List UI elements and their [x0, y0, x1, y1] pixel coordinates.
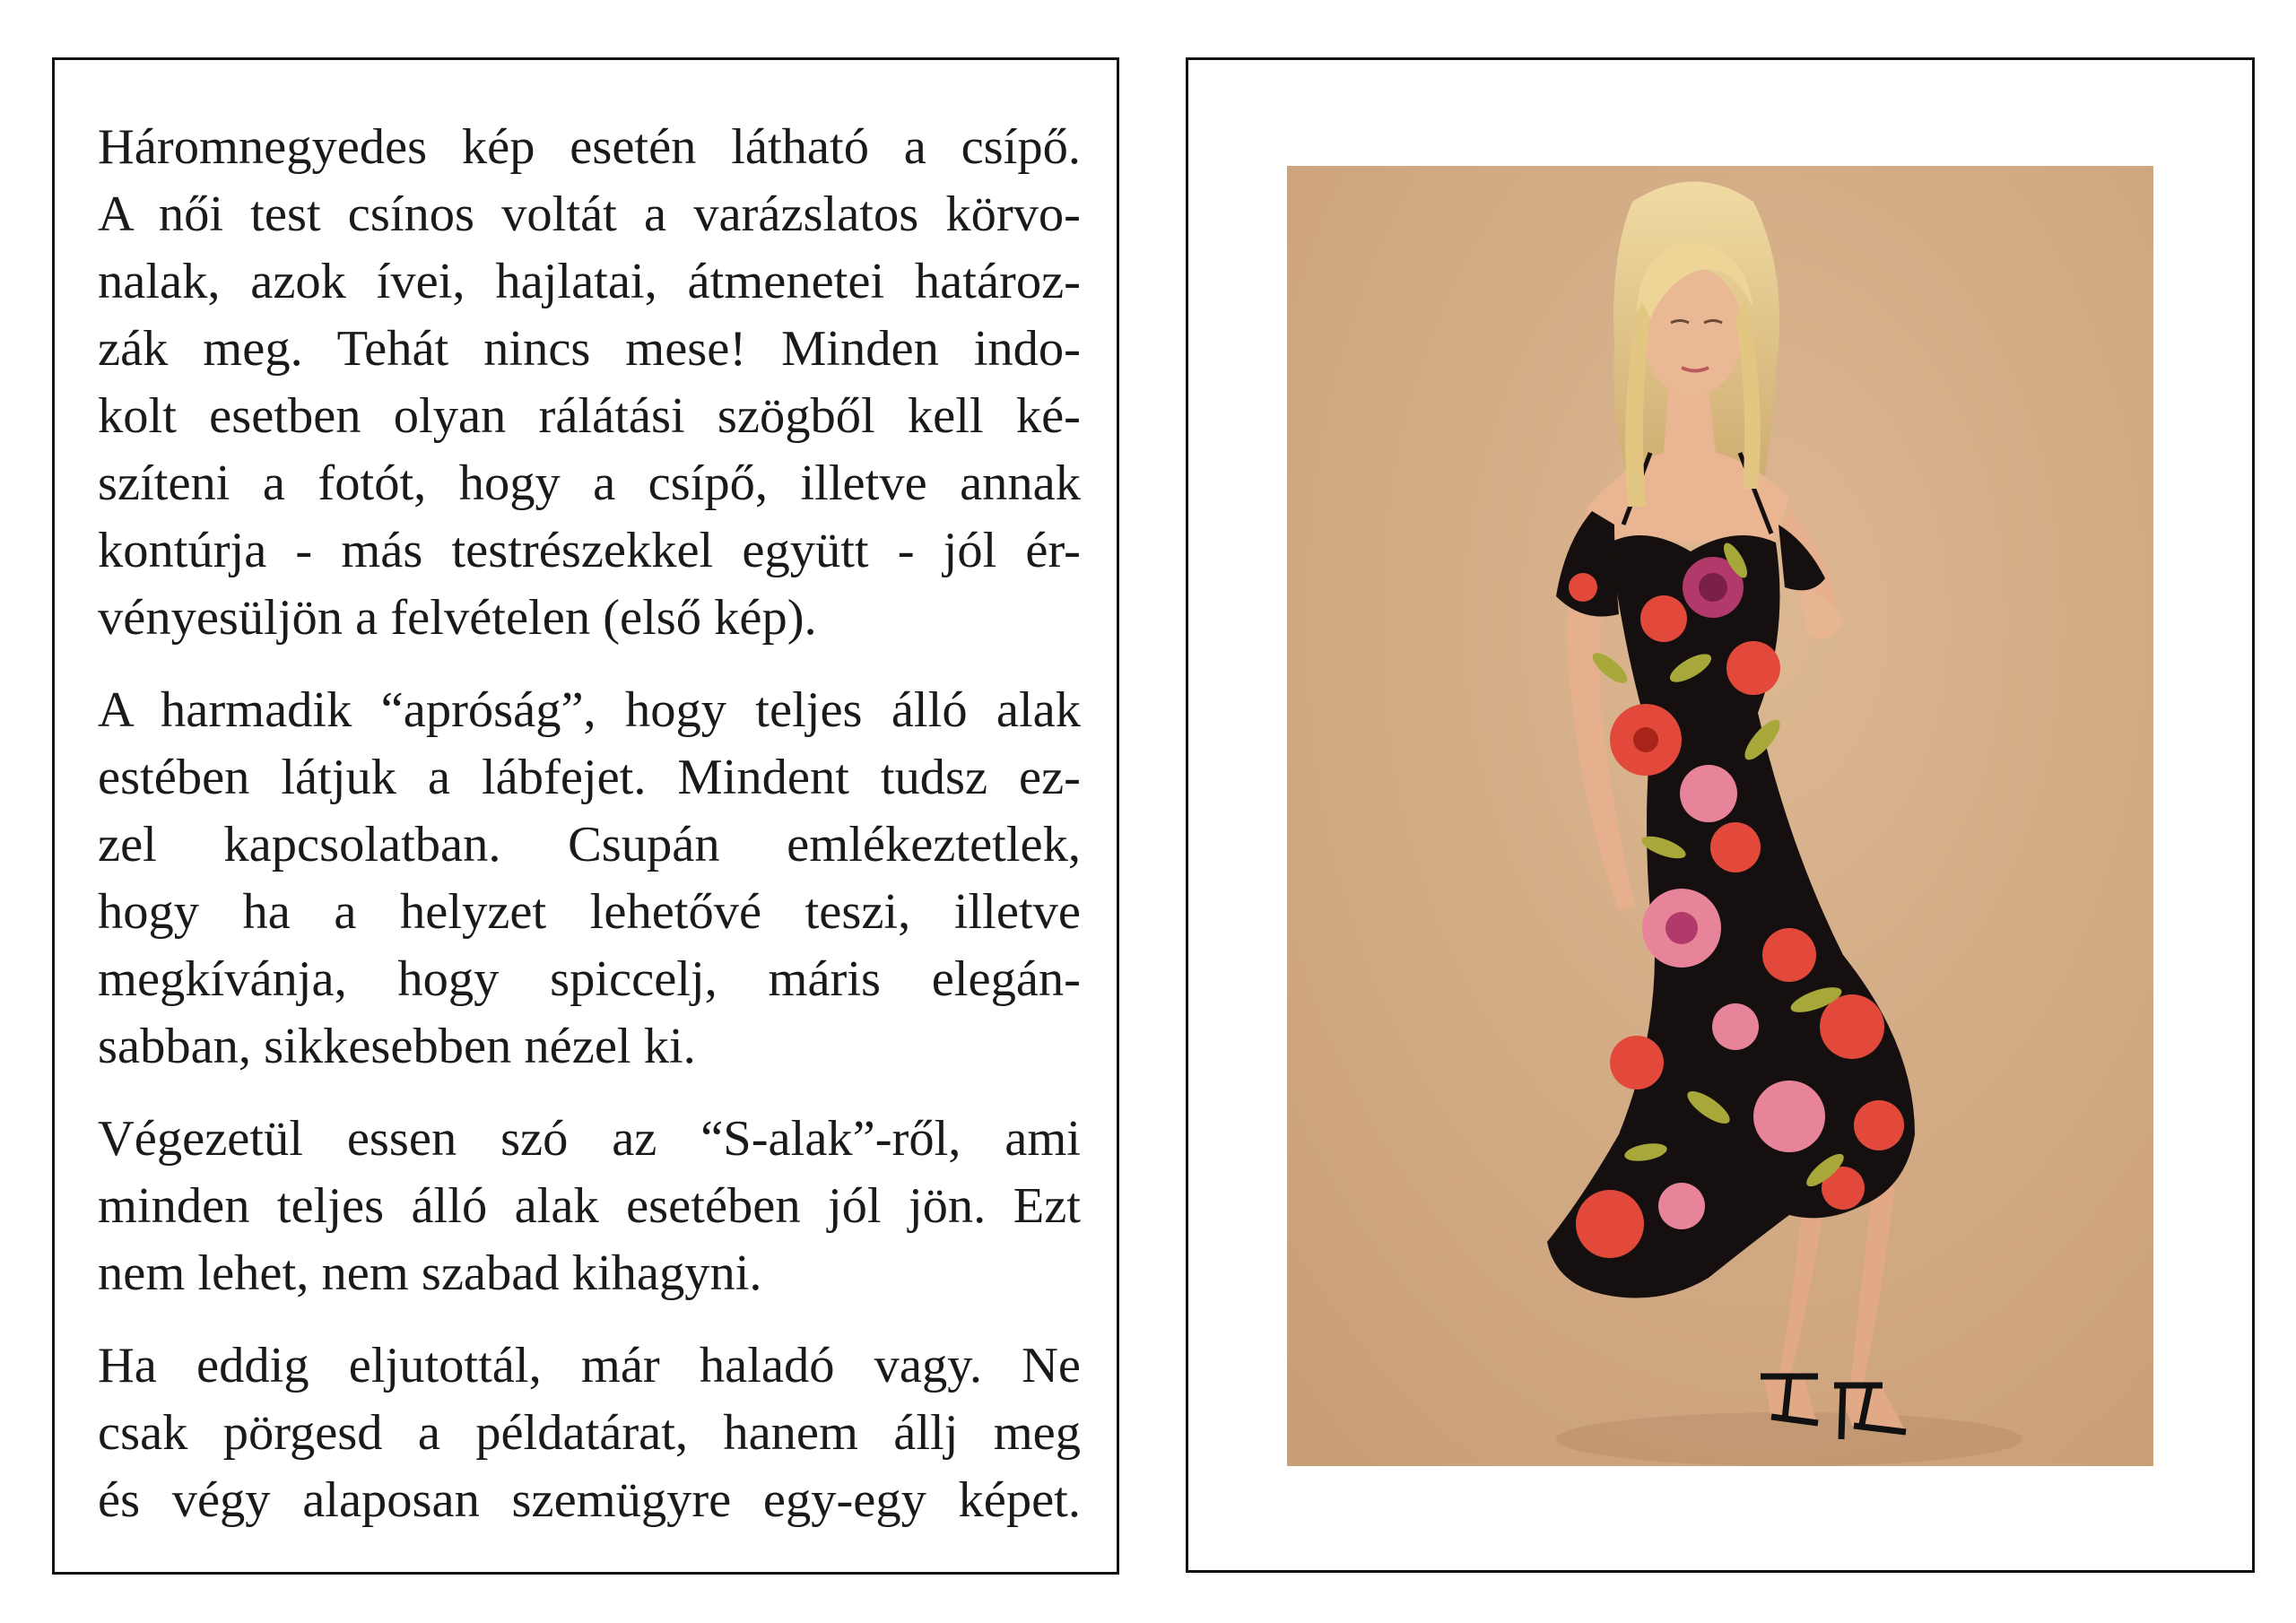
text-line: és végy alaposan szemügyre egy-egy képet.: [98, 1472, 1081, 1528]
text-line: kontúrja - más testrészekkel együtt - jól ér-: [98, 523, 1081, 578]
text-line: Ha eddig eljutottál, már haladó vagy. Ne: [98, 1338, 1081, 1393]
text-line: A női test csínos voltát a varázslatos körvo-: [98, 187, 1081, 242]
text-line: nem lehet, nem szabad kihagyni.: [98, 1245, 762, 1301]
text-line: zák meg. Tehát nincs mese! Minden indo-: [98, 321, 1081, 377]
text-line: zel kapcsolatban. Csupán emlékeztetlek,: [98, 817, 1081, 872]
paragraph-1: [98, 114, 1081, 652]
paragraph-2: [98, 677, 1081, 1081]
paragraph-3: [98, 1106, 1081, 1307]
text-panel: [52, 57, 1119, 1575]
text-line: hogy ha a helyzet lehetővé teszi, illetve: [98, 884, 1081, 940]
text-line: szíteni a fotót, hogy a csípő, illetve annak: [98, 456, 1081, 511]
text-line: csak pörgesd a példatárat, hanem állj meg: [98, 1405, 1081, 1461]
text-line: Háromnegyedes kép esetén látható a csípő.: [98, 119, 1081, 175]
text-line: minden teljes álló alak esetében jól jön. Ezt: [98, 1178, 1081, 1234]
text-line: vényesüljön a felvételen (első kép).: [98, 590, 817, 646]
image-panel: [1186, 57, 2255, 1573]
text-line: Végezetül essen szó az “S-alak”-ről, ami: [98, 1111, 1081, 1167]
model-photo: [1287, 166, 2153, 1466]
text-line: estében látjuk a lábfejet. Mindent tudsz ez-: [98, 750, 1081, 805]
text-line: nalak, azok ívei, hajlatai, átmenetei határoz-: [98, 254, 1081, 309]
text-line: megkívánja, hogy spiccelj, máris elegán-: [98, 951, 1081, 1007]
paragraph-4: [98, 1332, 1081, 1534]
model-in-floral-dress-icon: [1287, 166, 2153, 1466]
text-line: kolt esetben olyan rálátási szögből kell ké-: [98, 388, 1081, 444]
text-line: A harmadik “apróság”, hogy teljes álló alak: [98, 682, 1081, 738]
text-line: sabban, sikkesebben nézel ki.: [98, 1019, 696, 1074]
